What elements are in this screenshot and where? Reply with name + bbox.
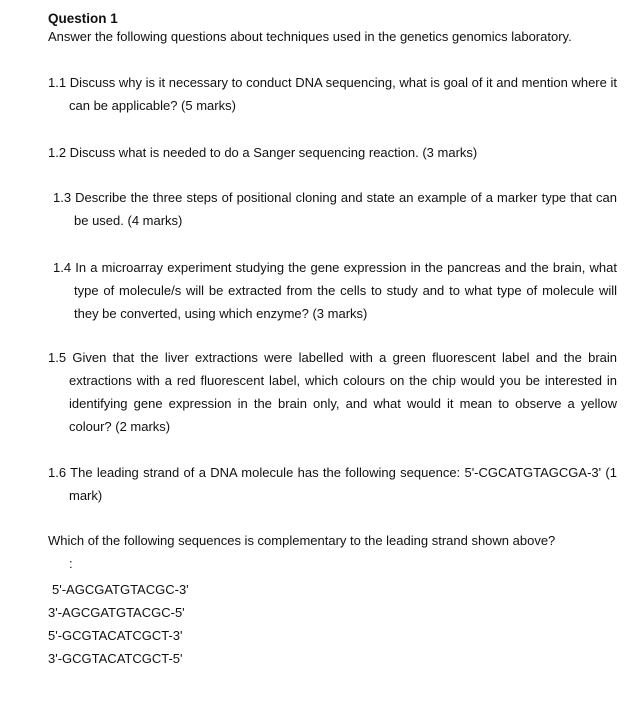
answer-options [48, 578, 189, 670]
answer-option: 3'-GCGTACATCGCT-5' [48, 651, 183, 666]
question-heading: Question 1 [48, 11, 118, 26]
question-1-4: 1.4 In a microarray experiment studying the gene expression in the pancreas and the brain, what type of molecule/s will be extracted from the cells to study and to what type of molecule will they be converted, using which enzyme? (3 marks) [53, 260, 617, 321]
question-1-2: 1.2 Discuss what is needed to do a Sanger sequencing reaction. (3 marks) [48, 145, 478, 160]
question-1-1: 1.1 Discuss why is it necessary to conduct DNA sequencing, what is goal of it and mention where it can be applicable? (5 marks) [48, 75, 617, 113]
question-1-3: 1.3 Describe the three steps of positional cloning and state an example of a marker type that can be used. (4 marks) [53, 190, 617, 228]
question-1-5: 1.5 Given that the liver extractions were labelled with a green fluorescent label and the brain extractions with a red fluorescent label, which colours on the chip would you be interested in identifying gene expression in the brain only, and what would it mean to observe a yellow colour? (2 marks) [48, 350, 617, 434]
answer-option: 5'-GCGTACATCGCT-3' [48, 628, 183, 643]
question-intro: Answer the following questions about techniques used in the genetics genomics laboratory. [48, 29, 572, 44]
question-1-6: 1.6 The leading strand of a DNA molecule has the following sequence: 5'-CGCATGTAGCGA-3' (1 mark) [48, 465, 617, 503]
multiple-choice-stem: Which of the following sequences is complementary to the leading strand shown above? [48, 533, 556, 548]
answer-option: 5'-AGCGATGTACGC-3' [52, 582, 189, 597]
stem-colon: : [69, 556, 73, 571]
answer-option: 3'-AGCGATGTACGC-5' [48, 605, 185, 620]
